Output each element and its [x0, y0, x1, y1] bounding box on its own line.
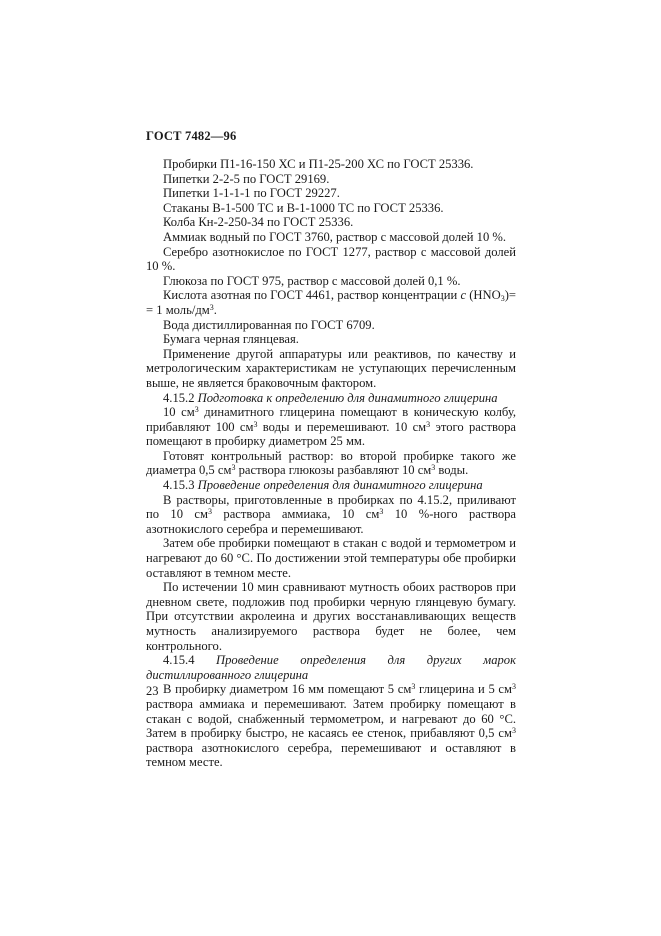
superscript: 3	[411, 682, 416, 692]
paragraph	[146, 682, 516, 770]
paragraph: Затем обе пробирки помещают в стакан с водой и термометром и нагревают до 60 °С. По достижении этой температуры обе пробирки оставляют в темном месте.	[146, 536, 516, 580]
paragraph	[146, 493, 516, 537]
section-heading	[146, 653, 516, 682]
section-title: Проведение определения для других марок дистиллированного глицерина	[146, 653, 516, 682]
equipment-item: Пипетки 2-2-5 по ГОСТ 29169.	[163, 171, 330, 186]
equipment-item: Пипетки 1-1-1-1 по ГОСТ 29227.	[163, 186, 340, 201]
text-run: раствора азотнокислого серебра, перемешивают и оставляют в темном месте.	[146, 740, 516, 770]
superscript: 3	[426, 419, 431, 429]
reagent-item: Вода дистиллированная по ГОСТ 6709.	[163, 317, 375, 332]
section-title: Подготовка к определению для динамитного глицерина	[197, 390, 498, 405]
text-run: Готовят контрольный раствор: во второй пробирке такого же диаметра 0,5 см	[146, 448, 516, 478]
superscript: 3	[431, 463, 436, 473]
section-number: 4.15.3	[163, 478, 198, 493]
reagent-item: Серебро азотнокислое по ГОСТ 1277, раствор с массовой долей 10 %.	[146, 244, 516, 274]
paragraph	[146, 405, 516, 449]
reagent-item	[146, 288, 516, 317]
text-run: раствора аммиака и перемешивают. Затем пробирку помещают в стакан с водой, снабженный термометром, и нагревают до 60 °С. Затем в пробирку быстро, не касаясь ее стенок, прибавляют 0,5 см	[146, 696, 516, 741]
text-run: В растворы, приготовленные в пробирках по 4.15.2, приливают по 10 см	[146, 492, 516, 522]
superscript: 3	[512, 682, 516, 692]
text-run: 10 %-ного раствора азотнокислого серебра и перемешивают.	[146, 507, 516, 536]
text-run: динамитного глицерина помещают в коническую колбу, прибавляют 100 см	[146, 405, 517, 434]
text-run: В пробирку диаметром 16 мм помещают 5 см	[163, 682, 412, 697]
equipment-item: Колба Кн-2-250-34 по ГОСТ 25336.	[163, 215, 354, 230]
reagent-item: Аммиак водный по ГОСТ 3760, раствор с массовой долей 10 %.	[163, 229, 507, 244]
text-run: .	[213, 302, 217, 317]
equipment-item: Пробирки П1-16-150 ХС и П1-25-200 ХС по ГОСТ 25336.	[163, 157, 474, 171]
text-run: этого раствора помещают в пробирку диаметром 25 мм.	[146, 419, 517, 449]
paragraph	[146, 449, 516, 478]
reagent-item: Бумага черная глянцевая.	[163, 332, 299, 347]
text-run: воды и перемешивают. 10 см	[257, 419, 427, 434]
equipment-item: Стаканы В-1-500 ТС и В-1-1000 ТС по ГОСТ 25336.	[163, 200, 444, 215]
superscript: 3	[194, 405, 199, 415]
superscript: 3	[208, 507, 212, 517]
paragraph: По истечении 10 мин сравнивают мутность обоих растворов при дневном свете, подложив под пробирки черную глянцевую бумагу. При отсутствии акролеина и других восстанавливающих веществ мутность анализируемого раствора будет не более, чем контрольного.	[146, 580, 516, 653]
document-body	[146, 157, 516, 770]
section-number: 4.15.2	[163, 390, 198, 405]
superscript: 3	[209, 302, 214, 312]
text-run: воды.	[435, 463, 469, 478]
text-run: раствора глюкозы разбавляют 10 см	[235, 463, 432, 478]
text-run: Кислота азотная по ГОСТ 4461, раствор концентрации	[163, 288, 461, 303]
superscript: 3	[512, 726, 516, 736]
page-number: 23	[146, 684, 159, 698]
superscript: 3	[231, 463, 236, 473]
concentration-symbol: c	[460, 288, 467, 303]
reagent-item: Глюкоза по ГОСТ 975, раствор с массовой долей 0,1 %.	[163, 273, 461, 288]
document-header: ГОСТ 7482—96	[146, 129, 237, 143]
text-run: (HNO	[466, 288, 501, 303]
section-heading	[146, 391, 516, 406]
section-heading	[146, 478, 516, 493]
paragraph: Применение другой аппаратуры или реактивов, по качеству и метрологическим характеристикам не уступающих перечисленным выше, не является браковочным фактором.	[146, 346, 516, 390]
text-run: 10 см	[163, 405, 195, 420]
text-run: )= = 1 моль/дм	[146, 288, 516, 317]
section-title: Проведение определения для динамитного глицерина	[197, 478, 483, 493]
superscript: 3	[253, 419, 258, 429]
text-run: раствора аммиака, 10 см	[212, 507, 380, 522]
superscript: 3	[379, 507, 384, 517]
section-number: 4.15.4	[163, 653, 217, 668]
text-run: глицерина и 5 см	[415, 682, 512, 697]
subscript: 3	[500, 294, 505, 304]
